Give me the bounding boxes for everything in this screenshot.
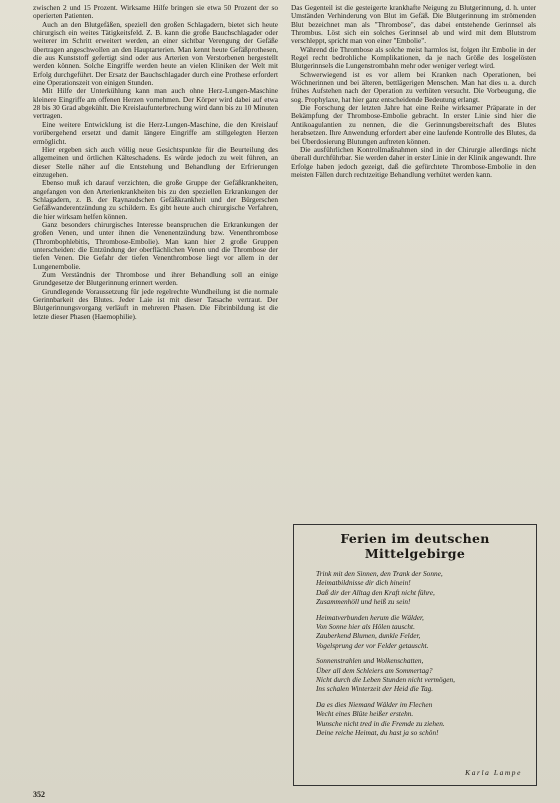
paragraph: Schwerwiegend ist es vor allem bei Kranken nach Operationen, bei Wöchnerinnen und bei älteren, bettlägerigen Menschen. Man hat dies u. a. durch frühes Aufstehen nach der Operation zu verhüten versucht. Die Vorbeugung, die sog. Prophylaxe, hat hier ganz entscheidende Bedeutung erlangt.: [291, 69, 536, 104]
poem-line: Heimatverbunden herum die Wälder,: [316, 612, 424, 622]
paragraph: Ganz besonders chirurgisches Interesse beanspruchen die Erkrankungen der großen Venen, und unter ihnen die Venenentzündung bzw. Venenthrombose (Thrombophlebitis, Thrombose-Embolie). Man kann hier 2 große Gruppen unterscheiden: die Entzündung der oberflächlichen Venen und die Thrombose der tiefen Venen. Die Gefahr der tiefen Venenthrombose liegt vor allem in der Lungenembolie.: [33, 219, 278, 271]
poem-line: Zauberkend Blumen, dunkle Felder,: [316, 631, 421, 641]
poem-line: Heimatbildnisse dir dich hinein!: [316, 578, 411, 588]
paragraph: Die ausführlichen Kontrollmaßnahmen sind in der Chirurgie allerdings nicht überall durchführbar. Sie werden daher in erster Linie in der Klinik angewandt. Ihre Erfolge haben jedoch gezeigt, daß die gefürchtete Thrombose-Embolie in den meisten Fällen durch rechtzeitige Behandlung verhütet werden kann.: [291, 144, 536, 179]
poem-stanza: [316, 569, 526, 607]
poem-line: Deine reiche Heimat, du hast ja so schön!: [316, 728, 439, 738]
paragraph: Eine weitere Entwicklung ist die Herz-Lungen-Maschine, die den Kreislauf vorübergehend ersetzt und damit längere Eingriffe am stillgelegten Herzen ermöglicht.: [33, 119, 278, 146]
paragraph: Ebenso muß ich darauf verzichten, die große Gruppe der Gefäßkrankheiten, angefangen von den Arterienkrankheiten bis zu den speziellen Erkrankungen der Schlagadern, z. B. der Raynaudschen Gefäßkrankheit und der Bürgerschen Gefäßwanderentzündung zu schildern. Es gibt heute auch chirurgische Verfahren, die hier wirksam helfen können.: [33, 178, 278, 221]
page-number: 352: [33, 790, 45, 799]
paragraph: Grundlegende Voraussetzung für jede regelrechte Wundheilung ist die normale Gerinnbarkeit des Blutes. Jeder Laie ist mit dieser Tatsache vertraut. Der Blutgerinnungsvorgang verläuft in mehreren Phasen. Die Fibrinbildung ist die letzte dieser Phasen (Haemophilie).: [33, 286, 278, 321]
poem-line: Wunsche nicht tred in die Fremde zu ziehen.: [316, 718, 445, 728]
right-text-column: [291, 4, 536, 516]
paragraph: Das Gegenteil ist die gesteigerte krankhafte Neigung zu Blutgerinnung, d. h. unter Umständen Verhinderung von Blut im Gefäß. Die Blutgerinnung im strömenden Blut bezeichnet man als "Thrombose", das dabei entstehende Gerinnsel als Thrombus. Löst sich ein solches Gerinnsel ab und wird mit dem Blutstrom verschleppt, spricht man von einer "Embolie".: [291, 4, 536, 46]
poem-line: Über all dem Schleiers am Sommertag?: [316, 665, 433, 675]
poem-line: Ins schalen Winterzeit der Heid die Tag.: [316, 684, 434, 694]
poem-line: Trink mit den Sinnen, den Trank der Sonne,: [316, 569, 443, 578]
poem-line: Sonnenstrahlen und Wolkenschatten,: [316, 656, 424, 666]
poem-title: Ferien im deutschen Mittelgebirge: [340, 531, 490, 561]
paragraph: Auch an den Blutgefäßen, speziell den großen Schlagadern, bietet sich heute chirurgisch ein weites Tätigkeitsfeld. Z. B. kann die große Bauchschlagader oder weiterer im Schritt erweitert werden, an einer sichtbar Verengung der Gefäße übertragen angeschwollen an den Hauptarterien. Man kennt heute Gefäßprothesen, die aus Kunststoff gefertigt sind oder aus Arterien von Verstorbenen hergestellt werden können. Solche Eingriffe werden heute an vielen Kliniken der Welt mit Erfolg durchgeführt. Der Ersatz der Bauchschlagader durch eine Prothese erfordert eine Operationszeit von einigen Stunden.: [33, 19, 278, 88]
poem-stanza: [316, 613, 526, 651]
left-text-column: [33, 4, 278, 790]
poem-line: Daß dir der Alltag den Kraft nicht führe,: [316, 587, 435, 597]
poem-box: [293, 524, 537, 786]
paragraph: Die Forschung der letzten Jahre hat eine Reihe wirksamer Präparate in der Bekämpfung der Thrombose-Embolie gebracht. In erster Linie sind hier die Antikoagulantien zu nennen, die die Gerinnungsbereitschaft des Blutes herabsetzen. Ihre Anwendung erfordert aber eine laufende Kontrolle des Blutes, da bei Überdosierung Blutungen auftreten können.: [291, 103, 536, 146]
paragraph: Während die Thrombose als solche meist harmlos ist, folgen ihr Embolie in der Regel recht bedrohliche Komplikationen, da je nach Größe des losgelösten Blutgerinnsels die Lungenstrombahn mehr oder weniger verlegt wird.: [291, 44, 536, 71]
paragraph: zwischen 2 und 15 Prozent. Wirksame Hilfe bringen sie etwa 50 Prozent der so operierten Patienten.: [33, 4, 278, 21]
poem-line: Da es dies Niemand Wälder im Flechen: [316, 699, 433, 709]
poem-line: Vogelsprung der vor Felder getauscht.: [316, 640, 429, 650]
poem-line: Nicht durch die Leben Stunden nicht vermögen,: [316, 675, 455, 685]
poem-line: Wecht eines Blüte heißer erstehn.: [316, 709, 414, 719]
paragraph: Zum Verständnis der Thrombose und ihrer Behandlung soll an einige Grundgesetze der Blutgerinnung erinnert werden.: [33, 270, 278, 288]
poem-line: Von Sonne hier als Hölen tauscht.: [316, 622, 415, 632]
paragraph: Hier ergeben sich auch völlig neue Gesichtspunkte für die Beurteilung des allgemeinen und örtlichen Kälteschadens. Es würde jedoch zu weit führen, an dieser Stelle näher auf die Entstehung und Behandlung der Erfrierungen einzugehen.: [33, 144, 278, 179]
paragraph: Mit Hilfe der Unterkühlung kann man auch ohne Herz-Lungen-Maschine kleinere Eingriffe am offenen Herzen vornehmen. Der Körper wird dabei auf etwa 28 bis 30 Grad abgekühlt. Die Kreislaufunterbrechung wird dann bis zu 10 Minuten vertragen.: [33, 86, 278, 121]
poem-author: Karla Lampe: [465, 768, 522, 777]
poem-stanza: [316, 656, 526, 694]
poem-line: Zusammenhöll und heiß zu sein!: [316, 597, 411, 607]
poem-stanza: [316, 700, 526, 738]
